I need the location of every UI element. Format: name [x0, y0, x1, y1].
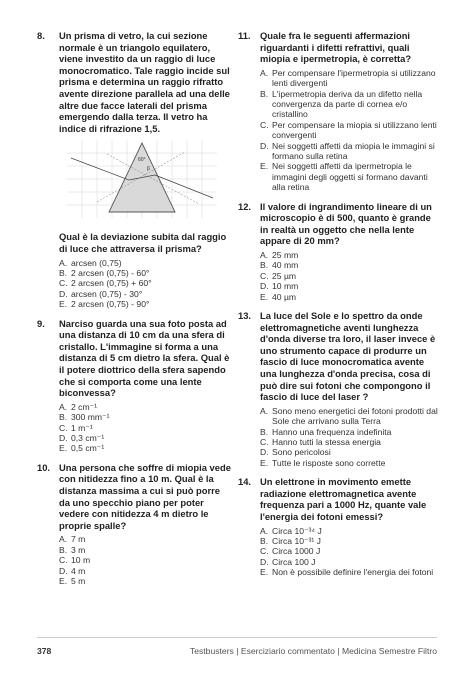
- option-text: 0,3 cm⁻¹: [71, 432, 105, 443]
- option-text: arcsen (0,75): [71, 257, 122, 268]
- question-text: Una persona che soffre di miopia vede con nitidezza fino a 10 m. Qual è la distanza massima a cui si può porre da uno specchio piano per poter vedere con nitidezza 4 m dietro le proprie spalle?: [59, 461, 231, 531]
- option-b: [260, 427, 438, 437]
- option-letter: A.: [260, 250, 269, 261]
- option-letter: C.: [260, 546, 269, 557]
- option-text: Sono meno energetici dei fotoni prodotti dal Sole che arrivano sulla Terra: [272, 405, 438, 427]
- footer-divider: [37, 637, 437, 638]
- option-c: [260, 120, 438, 141]
- question-number: 8.: [37, 30, 45, 41]
- option-letter: D.: [260, 447, 269, 458]
- option-d: [260, 141, 438, 162]
- option-b: [59, 268, 232, 278]
- right-column: [238, 30, 438, 586]
- option-text: 2 arcsen (0,75) + 60°: [71, 278, 152, 289]
- option-text: Non è possibile definire l'energia dei fotoni: [272, 567, 434, 578]
- options-list: [260, 406, 438, 468]
- prism-diagram: [67, 140, 217, 218]
- option-c: [59, 555, 232, 565]
- option-letter: A.: [260, 525, 269, 536]
- option-letter: A.: [59, 534, 68, 545]
- option-letter: D.: [260, 140, 269, 151]
- option-text: 3 m: [71, 544, 86, 555]
- option-b: [59, 545, 232, 555]
- option-letter: C.: [59, 422, 68, 433]
- option-text: 5 m: [71, 575, 86, 586]
- option-d: [260, 557, 438, 567]
- option-text: 10 mm: [272, 281, 299, 292]
- angle-label-beta: β: [147, 166, 150, 173]
- option-b: [260, 89, 438, 120]
- option-letter: E.: [59, 575, 68, 586]
- option-a: [59, 534, 232, 544]
- question-body: [260, 30, 438, 193]
- option-letter: A.: [59, 401, 68, 412]
- option-letter: C.: [260, 270, 269, 281]
- option-b: [260, 536, 438, 546]
- option-text: Nei soggetti affetti da ipermetropia le immagini degli oggetti si formano davanti alla retina: [272, 161, 428, 193]
- option-a: [59, 258, 232, 268]
- option-d: [260, 281, 438, 291]
- option-text: Per compensare la miopia si utilizzano lenti convergenti: [272, 119, 437, 141]
- option-letter: A.: [260, 67, 269, 78]
- running-title: Testbusters | Eserciziario commentato | Medicina Semestre Filtro: [189, 646, 437, 656]
- option-letter: C.: [59, 555, 68, 566]
- option-letter: C.: [260, 119, 269, 130]
- option-a: [260, 68, 438, 89]
- option-text: Circa 1000 J: [272, 546, 321, 557]
- option-text: 10 m: [71, 555, 91, 566]
- option-text: 0,5 cm⁻¹: [71, 443, 105, 454]
- option-letter: B.: [260, 536, 269, 547]
- question-number: 11.: [238, 30, 251, 41]
- option-text: 300 mm⁻¹: [71, 412, 110, 423]
- option-text: 2 arcsen (0,75) - 60°: [71, 267, 150, 278]
- option-d: [59, 289, 232, 299]
- option-text: Circa 10⁻³⁴ J: [272, 525, 322, 536]
- option-letter: C.: [59, 278, 68, 289]
- option-text: 40 mm: [272, 260, 299, 271]
- question-text: Qual è la deviazione subita dal raggio di luce che attraversa il prisma?: [59, 231, 227, 254]
- question-text: Il valore di ingrandimento lineare di un microscopio è di 500, quanto è grande in realtà un oggetto che nella lente appare di 20 mm?: [260, 200, 432, 247]
- options-list: [260, 68, 438, 193]
- option-letter: D.: [260, 556, 269, 567]
- option-text: Tutte le risposte sono corrette: [272, 457, 386, 468]
- option-c: [260, 437, 438, 447]
- option-letter: E.: [260, 291, 269, 302]
- option-e: [59, 576, 232, 586]
- question-body: [59, 318, 232, 454]
- question-text: Un elettrone in movimento emette radiazione elettromagnetica avente frequenza pari a 1000 Hz, quante vale l'energia dei fotoni emessi?: [260, 476, 427, 523]
- option-c: [260, 271, 438, 281]
- option-letter: E.: [260, 457, 269, 468]
- option-b: [59, 412, 232, 422]
- option-letter: E.: [260, 161, 269, 172]
- option-text: 2 arcsen (0,75) - 90°: [71, 299, 150, 310]
- question-number: 9.: [37, 317, 45, 329]
- option-text: Circa 10⁻³¹ J: [272, 536, 321, 547]
- question-text: La luce del Sole e lo spettro da onde elettromagnetiche aventi lunghezza d'onda diverse tra loro, il laser invece è uno strumento capace di produrre un fascio di luce monocromatica avente una lunghezza d'onda precisa, cosa di può dire sui fotoni che compongono il fascio di luce del laser ?: [260, 310, 436, 403]
- option-letter: D.: [59, 565, 68, 576]
- option-letter: A.: [59, 257, 68, 268]
- question-12: [238, 201, 438, 302]
- question-9: [37, 318, 232, 454]
- option-letter: D.: [59, 432, 68, 443]
- option-c: [59, 423, 232, 433]
- option-text: Hanno tutti la stessa energia: [272, 437, 381, 448]
- option-letter: E.: [59, 443, 68, 454]
- option-e: [260, 161, 438, 192]
- option-letter: B.: [260, 426, 269, 437]
- option-text: arcsen (0,75) - 30°: [71, 288, 143, 299]
- option-a: [260, 526, 438, 536]
- question-13: [238, 310, 438, 468]
- question-number: 10.: [37, 461, 51, 473]
- left-column: [37, 30, 232, 594]
- option-e: [260, 292, 438, 302]
- option-letter: B.: [59, 267, 68, 278]
- option-letter: C.: [260, 437, 269, 448]
- option-letter: E.: [59, 299, 68, 310]
- option-text: Sono pericolosi: [272, 447, 331, 458]
- option-a: [260, 406, 438, 427]
- option-a: [260, 250, 438, 260]
- page-number: 378: [37, 646, 52, 656]
- option-letter: E.: [260, 567, 269, 578]
- option-text: L'ipermetropia deriva da un difetto nella convergenza da parte di cornea e/o cristallino: [272, 88, 423, 120]
- question-number: 13.: [238, 310, 252, 322]
- question-body: [59, 462, 232, 587]
- question-number: 12.: [238, 200, 252, 212]
- option-c: [59, 278, 232, 288]
- question-11: [238, 30, 438, 193]
- option-c: [260, 546, 438, 556]
- options-list: [260, 526, 438, 578]
- question-8: [37, 30, 232, 310]
- options-list: [260, 250, 438, 302]
- question-10: [37, 462, 232, 587]
- question-14: [238, 476, 438, 577]
- option-text: Hanno una frequenza indefinita: [272, 426, 392, 437]
- option-text: 25 µm: [272, 270, 297, 281]
- option-d: [59, 433, 232, 443]
- option-a: [59, 402, 232, 412]
- option-letter: A.: [260, 405, 269, 416]
- question-body: [260, 201, 438, 302]
- option-e: [260, 458, 438, 468]
- option-e: [59, 299, 232, 309]
- option-text: Nei soggetti affetti da miopia le immagini si formano sulla retina: [272, 140, 435, 162]
- option-text: 7 m: [71, 534, 86, 545]
- option-text: 2 cm⁻¹: [71, 401, 98, 412]
- option-letter: D.: [59, 288, 68, 299]
- option-e: [59, 443, 232, 453]
- option-d: [59, 566, 232, 576]
- option-e: [260, 567, 438, 577]
- option-text: 1 m⁻¹: [71, 422, 93, 433]
- question-body: [59, 30, 232, 310]
- option-text: 25 mm: [272, 250, 299, 261]
- options-list: [59, 402, 232, 454]
- option-text: 4 m: [71, 565, 86, 576]
- question-text: Un prisma di vetro, la cui sezione normale è un triangolo equilatero, viene investito da un raggio di luce monocromatico. Tale raggio incide sul prisma e determina un raggio rifratto avente direzione parallela ad una delle altre due facce laterali del prisma emergendo dalla terza. Il vetro ha indice di rifrazione 1,5.: [59, 30, 230, 134]
- option-letter: B.: [260, 88, 269, 99]
- question-body: [260, 310, 438, 468]
- option-d: [260, 447, 438, 457]
- question-number: 14.: [238, 476, 252, 488]
- question-body: [260, 476, 438, 577]
- option-b: [260, 260, 438, 270]
- option-letter: B.: [59, 412, 68, 423]
- question-text: Quale fra le seguenti affermazioni riguardanti i difetti refrattivi, quali miopia e ipermetropia, è corretta?: [260, 30, 412, 65]
- option-text: Circa 100 J: [272, 556, 316, 567]
- option-letter: B.: [59, 544, 68, 555]
- option-letter: D.: [260, 281, 269, 292]
- angle-label-60: 60°: [138, 157, 146, 164]
- options-list: [59, 258, 232, 310]
- option-text: 40 µm: [272, 291, 297, 302]
- question-text: Narciso guarda una sua foto posta ad una distanza di 10 cm da una sfera di cristallo. L'immagine si forma a una distanza di 5 cm dietro la sfera. Qual è il potere diottrico della sfera sapendo che si comporta come una lente biconvessa?: [59, 317, 230, 399]
- option-letter: B.: [260, 260, 269, 271]
- options-list: [59, 534, 232, 586]
- option-text: Per compensare l'ipermetropia si utilizzano lenti divergenti: [272, 67, 436, 89]
